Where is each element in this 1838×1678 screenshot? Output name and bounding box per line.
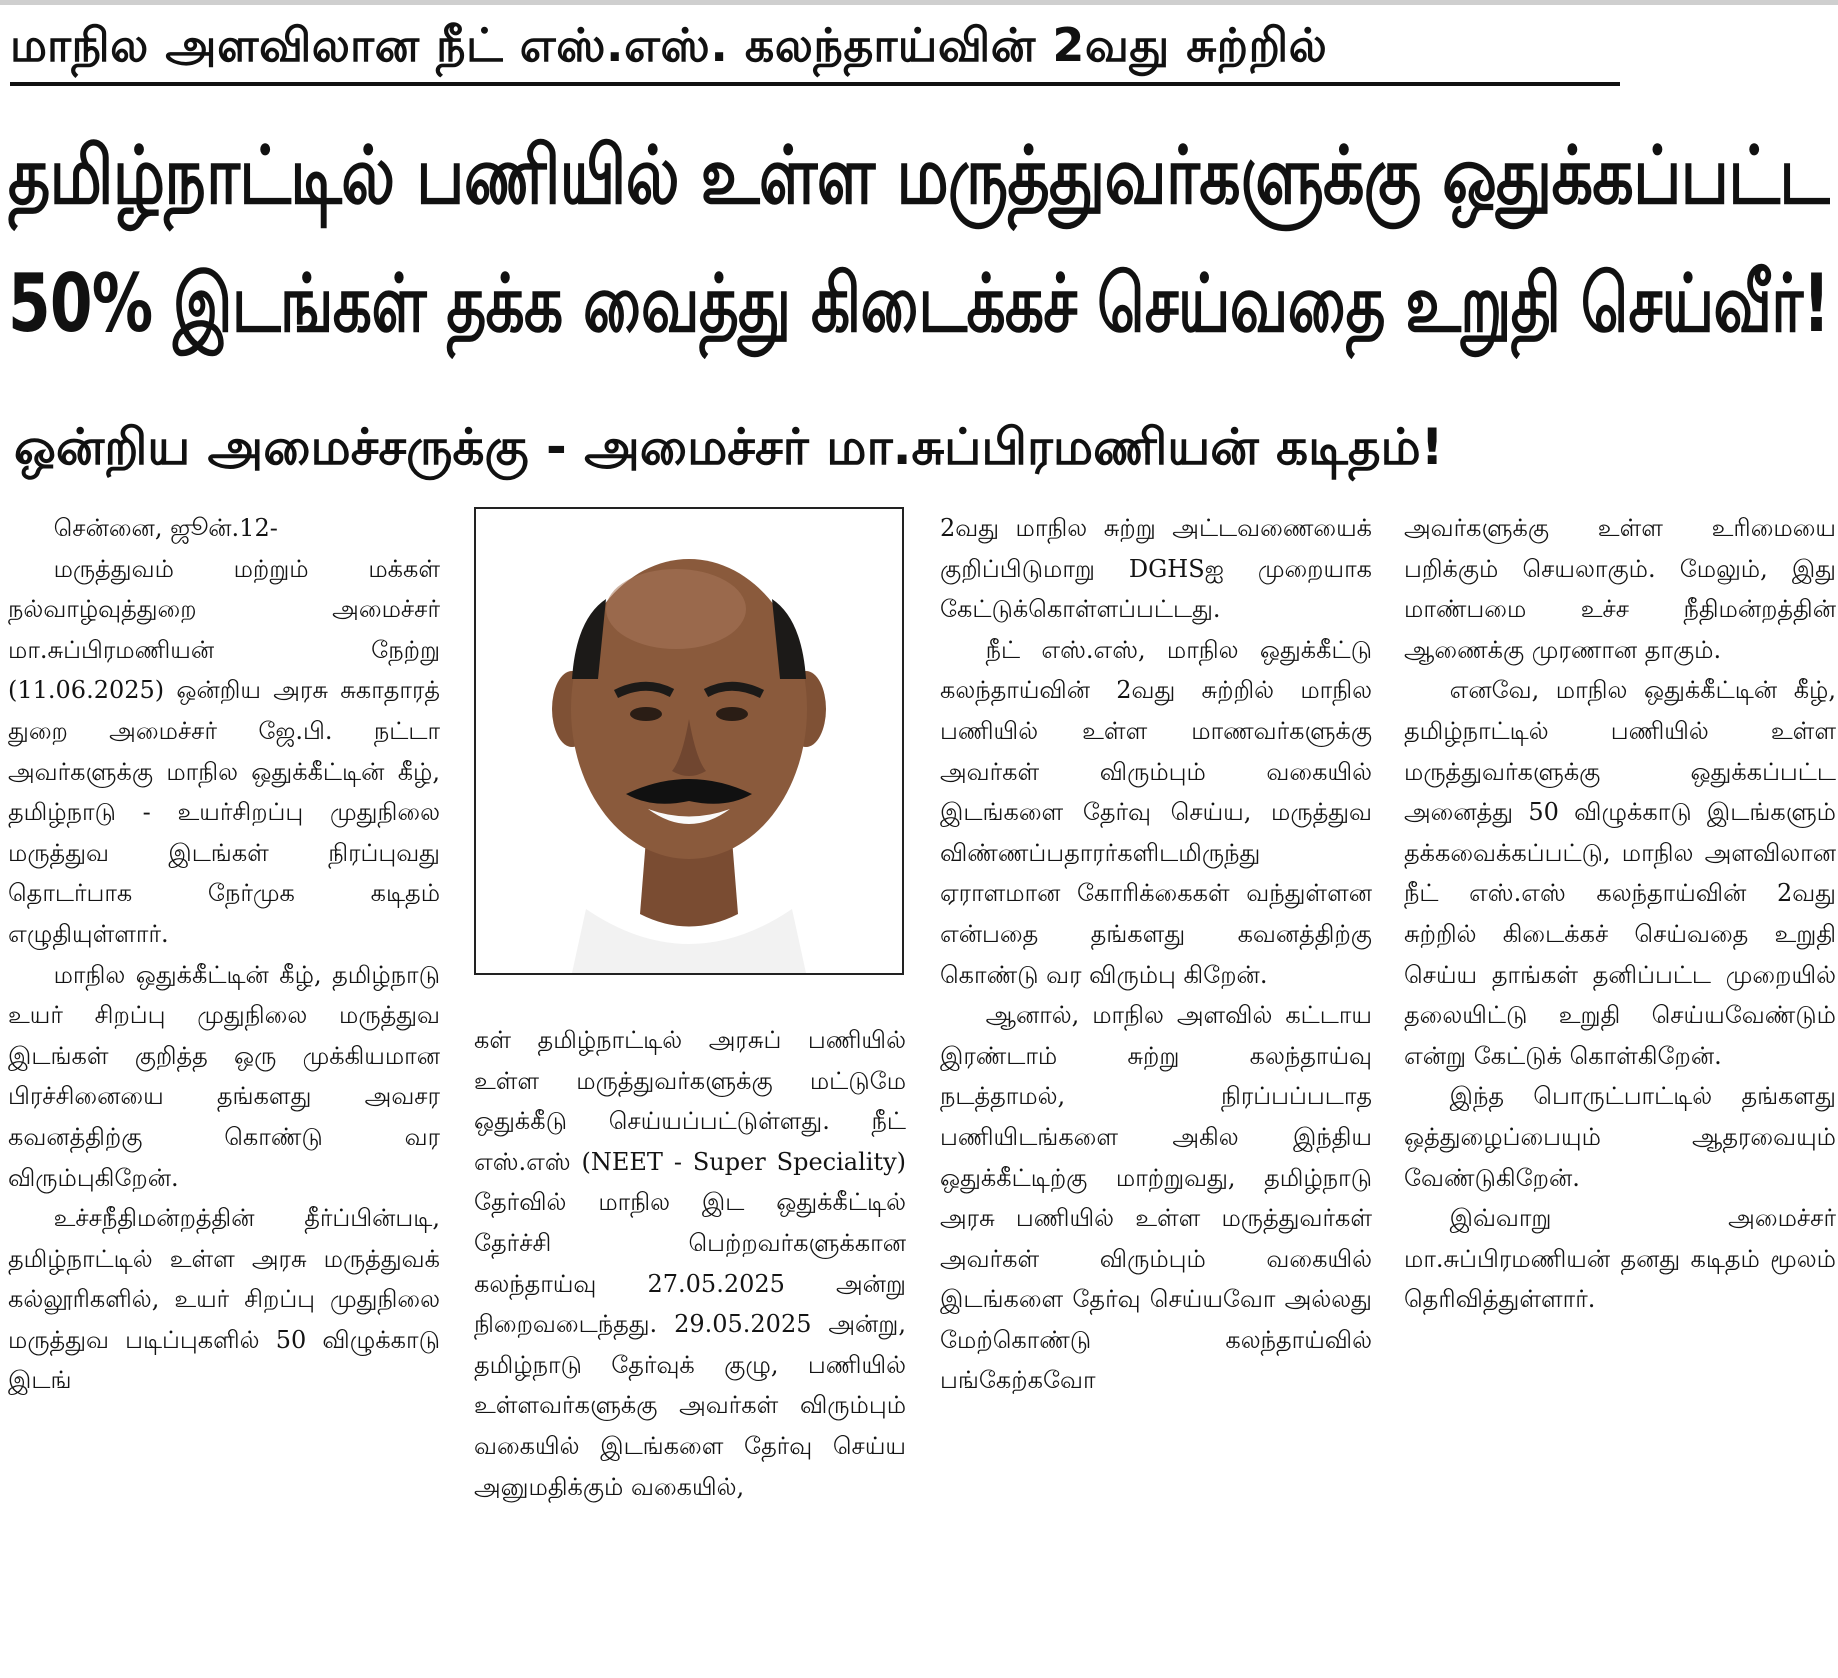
paragraph: எனவே, மாநில ஒதுக்கீட்டின் கீழ், தமிழ்நாட்டில் பணியில் உள்ள மருத்துவர்களுக்கு ஒதுக்கப்பட்ட அனைத்து 50 விழுக்காடு இடங்களும் தக்கவைக்கப்பட்டு, மாநில அளவிலான நீட் எஸ்.எஸ் கலந்தாய்வின் 2வது சுற்றில் கிடைக்கச் செய்வதை உறுதி செய்ய தாங்கள் தனிப்பட்ட முறையில் தலையிட்டு உறுதி செய்யவேண்டும் என்று கேட்டுக் கொள்கிறேன்.: [1404, 676, 1836, 1070]
article-column-2: [474, 1020, 906, 1507]
top-rule: [0, 0, 1838, 5]
paragraph: நீட் எஸ்.எஸ், மாநில ஒதுக்கீட்டு கலந்தாய்வின் 2வது சுற்றில் மாநில பணியில் உள்ள மாணவர்களுக்கு அவர்கள் விரும்பும் வகையில் இடங்களை தேர்வு செய்ய, மருத்துவ விண்ணப்பதாரர்களிடமிருந்து ஏராளமான கோரிக்கைகள் வந்துள்ளன என்பதை தங்களது கவனத்திற்கு கொண்டு வர விரும்பு கிறேன்.: [940, 635, 1372, 989]
subheadline: ஒன்றிய அமைச்சருக்கு - அமைச்சர் மா.சுப்பிரமணியன் கடிதம்!: [14, 418, 1444, 476]
paragraph: இவ்வாறு அமைச்சர் மா.சுப்பிரமணியன் தனது கடிதம் மூலம் தெரிவித்துள்ளார்.: [1404, 1204, 1836, 1314]
paragraph: கள் தமிழ்நாட்டில் அரசுப் பணியில் உள்ள மருத்துவர்களுக்கு மட்டுமே ஒதுக்கீடு செய்யப்பட்டுள்ளது. நீட் எஸ்.எஸ் (NEET - Super Speciality) தேர்வில் மாநில இட ஒதுக்கீட்டில் தேர்ச்சி பெற்றவர்களுக்கான கலந்தாய்வு 27.05.2025 அன்று நிறைவடைந்தது. 29.05.2025 அன்று, தமிழ்நாடு தேர்வுக் குழு, பணியில் உள்ளவர்களுக்கு அவர்கள் விரும்பும் வகையில் இடங்களை தேர்வு செய்ய அனுமதிக்கும் வகையில்,: [474, 1026, 906, 1501]
minister-photo: [474, 507, 904, 975]
main-headline-line-2: 50% இடங்கள் தக்க வைத்து கிடைக்கச் செய்வதை உறுதி செய்வீர்!: [8, 257, 1830, 350]
paragraph: அவர்களுக்கு உள்ள உரிமையை பறிக்கும் செயலாகும். மேலும், இது மாண்பமை உச்ச நீதிமன்றத்தின் ஆணைக்கு முரணான தாகும்.: [1404, 514, 1836, 664]
paragraph: ஆனால், மாநில அளவில் கட்டாய இரண்டாம் சுற்று கலந்தாய்வு நடத்தாமல், நிரப்பப்படாத பணியிடங்களை அகில இந்திய ஒதுக்கீட்டிற்கு மாற்றுவது, தமிழ்நாடு அரசு பணியில் உள்ள மருத்துவர்கள் அவர்கள் விரும்பும் வகையில் இடங்களை தேர்வு செய்யவோ அல்லது மேற்கொண்டு கலந்தாய்வில் பங்கேற்கவோ: [940, 1001, 1372, 1395]
article-column-3: [940, 508, 1372, 1401]
article-column-1: [8, 508, 440, 1401]
paragraph: மாநில ஒதுக்கீட்டின் கீழ், தமிழ்நாடு உயர் சிறப்பு முதுநிலை மருத்துவ இடங்கள் குறித்த ஒரு முக்கியமான பிரச்சினையை தங்களது அவசர கவனத்திற்கு கொண்டு வர விரும்புகிறேன்.: [8, 960, 440, 1192]
kicker-underline: [10, 82, 1620, 86]
article-column-4: [1404, 508, 1836, 1320]
main-headline-line-1: தமிழ்நாட்டில் பணியில் உள்ள மருத்துவர்களுக்கு ஒதுக்கப்பட்ட: [8, 129, 1830, 222]
paragraph: இந்த பொருட்பாட்டில் தங்களது ஒத்துழைப்பையும் ஆதரவையும் வேண்டுகிறேன்.: [1404, 1082, 1836, 1192]
kicker-headline: மாநில அளவிலான நீட் எஸ்.எஸ். கலந்தாய்வின் 2வது சுற்றில்: [10, 18, 1328, 72]
dateline: சென்னை, ஜூன்.12-: [53, 514, 278, 542]
paragraph: உச்சநீதிமன்றத்தின் தீர்ப்பின்படி, தமிழ்நாட்டில் உள்ள அரசு மருத்துவக் கல்லூரிகளில், உயர் சிறப்பு முதுநிலை மருத்துவ படிப்புகளில் 50 விழுக்காடு இடங்: [8, 1204, 440, 1395]
portrait-illustration: [476, 509, 902, 973]
paragraph: 2வது மாநில சுற்று அட்டவணையைக் குறிப்பிடுமாறு DGHSஐ முறையாக கேட்டுக்கொள்ளப்பட்டது.: [940, 514, 1372, 624]
paragraph: மருத்துவம் மற்றும் மக்கள் நல்வாழ்வுத்துறை அமைச்சர் மா.சுப்பிரமணியன் நேற்று (11.06.2025) ஒன்றிய அரசு சுகாதாரத் துறை அமைச்சர் ஜே.பி. நட்டா அவர்களுக்கு மாநில ஒதுக்கீட்டின் கீழ், தமிழ்நாடு - உயர்சிறப்பு முதுநிலை மருத்துவ இடங்கள் நிரப்புவது தொடர்பாக நேர்முக கடிதம் எழுதியுள்ளார்.: [8, 554, 440, 948]
